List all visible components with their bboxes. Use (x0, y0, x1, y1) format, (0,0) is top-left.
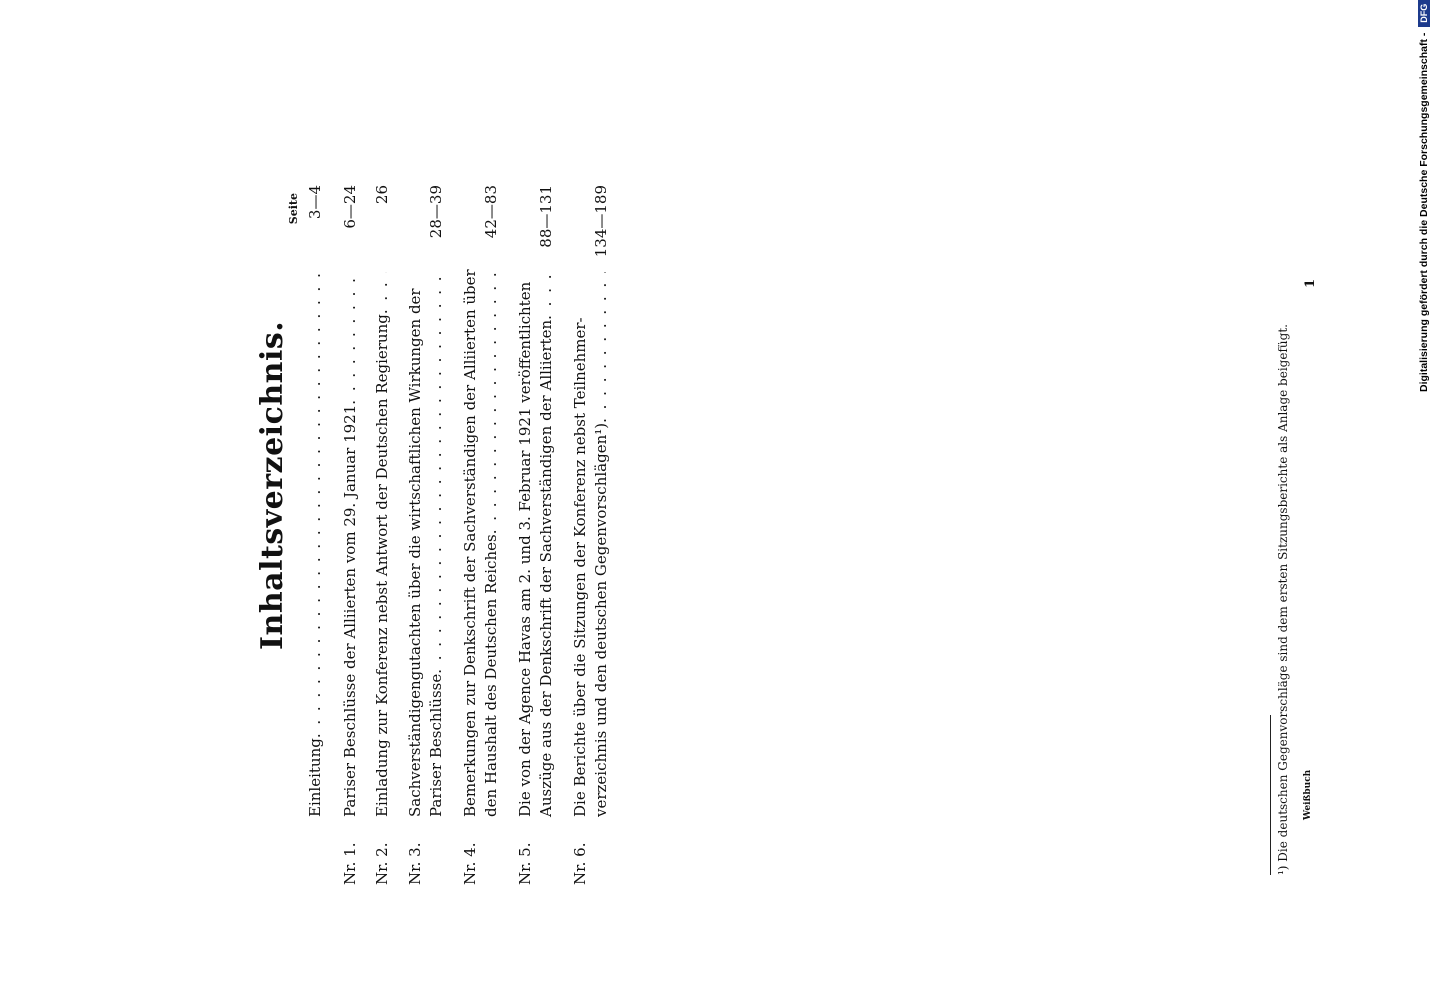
entry-text: den Haushalt des Deutschen Reiches (482, 534, 500, 817)
entry-page: 28—39 (427, 185, 445, 239)
footnote-rule (1270, 715, 1271, 875)
entry-page: 6—24 (341, 185, 359, 229)
leader-dots (372, 272, 393, 314)
dfg-credit (1418, 3, 1432, 392)
entry-page: 88—131 (537, 185, 555, 248)
entry-page: 26 (373, 185, 391, 205)
dfg-logo: DFG (1418, 0, 1430, 27)
entry-text: verzeichnis und den deutschen Gegenvorschlägen¹) (592, 422, 610, 817)
entry-number: Nr. 5. (516, 842, 534, 885)
entry-text: Die von der Agence Havas am 2. und 3. Februar 1921 veröffentlichten (516, 281, 534, 817)
entry-number: Nr. 1. (341, 842, 359, 885)
entry-text: Pariser Beschlüsse (427, 673, 445, 817)
leader-dots (481, 272, 502, 534)
page-number: 1 (1303, 278, 1318, 288)
entry-number: Nr. 3. (406, 842, 424, 885)
entry-number: Nr. 4. (461, 842, 479, 885)
leader-dots (426, 272, 447, 674)
entry-number: Nr. 2. (373, 842, 391, 885)
entry-text: Sachverständigengutachten über die wirtschaftlichen Wirkungen der (406, 288, 424, 817)
entry-page: 3—4 (306, 185, 324, 220)
entry-number: Nr. 6. (571, 842, 589, 885)
leader-dots (591, 272, 612, 423)
leader-dots (340, 272, 361, 405)
page-title: Inhaltsverzeichnis. (255, 320, 290, 650)
entry-text: Bemerkungen zur Denkschrift der Sachverständigen der Alliierten über (461, 269, 479, 817)
leader-dots (536, 272, 557, 320)
entry-text: Die Berichte über die Sitzungen der Konferenz nebst Teilnehmer- (571, 317, 589, 817)
entry-page: 134—189 (592, 185, 610, 258)
entry-text: Einladung zur Konferenz nebst Antwort der Deutschen Regierung (373, 314, 391, 817)
entry-text: Auszüge aus der Denkschrift der Sachverständigen der Alliierten (537, 319, 555, 817)
footnote: ¹) Die deutschen Gegenvorschläge sind dem ersten Sitzungsberichte als Anlage beigefügt. (1276, 324, 1290, 875)
dfg-credit-text: Digitalisierung gefördert durch die Deutsche Forschungsgemeinschaft - (1418, 32, 1430, 392)
signature-mark: Weißbuch (1303, 769, 1313, 820)
entry-page: 42—83 (482, 185, 500, 239)
seite-label: Seite (287, 193, 300, 225)
entry-text: Pariser Beschlüsse der Alliierten vom 29. Januar 1921 (341, 404, 359, 817)
entry-text: Einleitung (306, 738, 324, 817)
leader-dots (305, 272, 326, 738)
